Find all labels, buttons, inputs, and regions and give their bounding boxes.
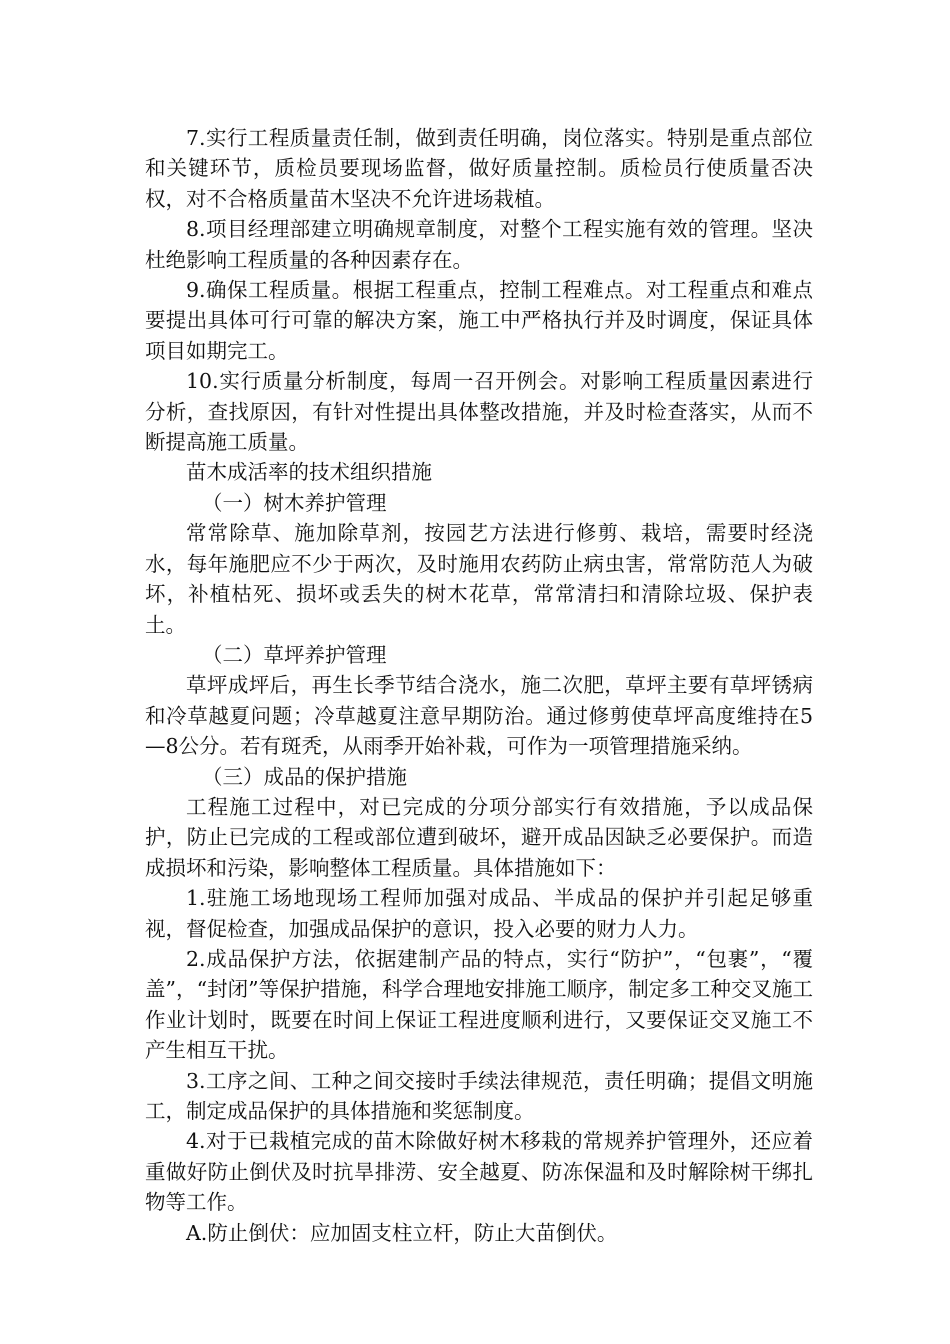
paragraph-protection-item-4: 4.对于已栽植完成的苗木除做好树木移栽的常规养护管理外，还应着重做好防止倒伏及时抗旱排涝、安全越夏、防冻保温和及时解除树干绑扎物等工作。 xyxy=(145,1129,813,1215)
paragraph-protection-item-1: 1.驻施工场地现场工程师加强对成品、半成品的保护并引起足够重视，督促检查，加强成品保护的意识，投入必要的财力人力。 xyxy=(145,886,813,941)
paragraph-product-protection-intro: 工程施工过程中，对已完成的分项分部实行有效措施，予以成品保护，防止已完成的工程或部位遭到破坏，避开成品因缺乏必要保护。而造成损坏和污染，影响整体工程质量。具体措施如下： xyxy=(145,794,813,880)
section-heading-survival-rate: 苗木成活率的技术组织措施 xyxy=(186,460,432,485)
paragraph-protection-item-2: 2.成品保护方法，依据建制产品的特点，实行“防护”，“包裹”，“覆盖”，“封闭”等保护措施，科学合理地安排施工顺序，制定多工种交叉施工作业计划时，既要在时间上保证工程进度顺利进行，又要保证交叉施工不产生相互干扰。 xyxy=(145,946,813,1063)
subsection-heading-tree-care: （一）树木养护管理 xyxy=(202,490,387,515)
paragraph-protection-item-3: 3.工序之间、工种之间交接时手续法律规范，责任明确；提倡文明施工，制定成品保护的具体措施和奖惩制度。 xyxy=(145,1068,813,1123)
subsection-heading-product-protection: （三）成品的保护措施 xyxy=(202,764,407,789)
document-page xyxy=(145,123,813,1248)
paragraph-item-7: 7.实行工程质量责任制，做到责任明确，岗位落实。特别是重点部位和关键环节，质检员要现场监督，做好质量控制。质检员行使质量否决权，对不合格质量苗木坚决不允许进场栽植。 xyxy=(145,126,813,211)
paragraph-item-8: 8.项目经理部建立明确规章制度，对整个工程实施有效的管理。坚决杜绝影响工程质量的各种因素存在。 xyxy=(145,217,813,272)
paragraph-tree-care: 常常除草、施加除草剂，按园艺方法进行修剪、栽培，需要时经浇水，每年施肥应不少于两次，及时施用农药防止病虫害，常常防范人为破坏，补植枯死、损坏或丢失的树木花草，常常清扫和清除垃圾、保护表土。 xyxy=(145,521,813,637)
paragraph-lawn-care: 草坪成坪后，再生长季节结合浇水，施二次肥，草坪主要有草坪锈病和冷草越夏问题；冷草越夏注意早期防治。通过修剪使草坪高度维持在5—8公分。若有斑秃，从雨季开始补栽，可作为一项管理措施采纳。 xyxy=(145,673,813,759)
paragraph-item-9: 9.确保工程质量。根据工程重点，控制工程难点。对工程重点和难点要提出具体可行可靠的解决方案，施工中严格执行并及时调度，保证具体项目如期完工。 xyxy=(145,278,813,363)
paragraph-protection-item-a: A.防止倒伏：应加固支柱立杆，防止大苗倒伏。 xyxy=(186,1220,618,1245)
paragraph-item-10: 10.实行质量分析制度，每周一召开例会。对影响工程质量因素进行分析，查找原因，有针对性提出具体整改措施，并及时检查落实，从而不断提高施工质量。 xyxy=(145,369,813,455)
subsection-heading-lawn-care: （二）草坪养护管理 xyxy=(202,642,387,667)
